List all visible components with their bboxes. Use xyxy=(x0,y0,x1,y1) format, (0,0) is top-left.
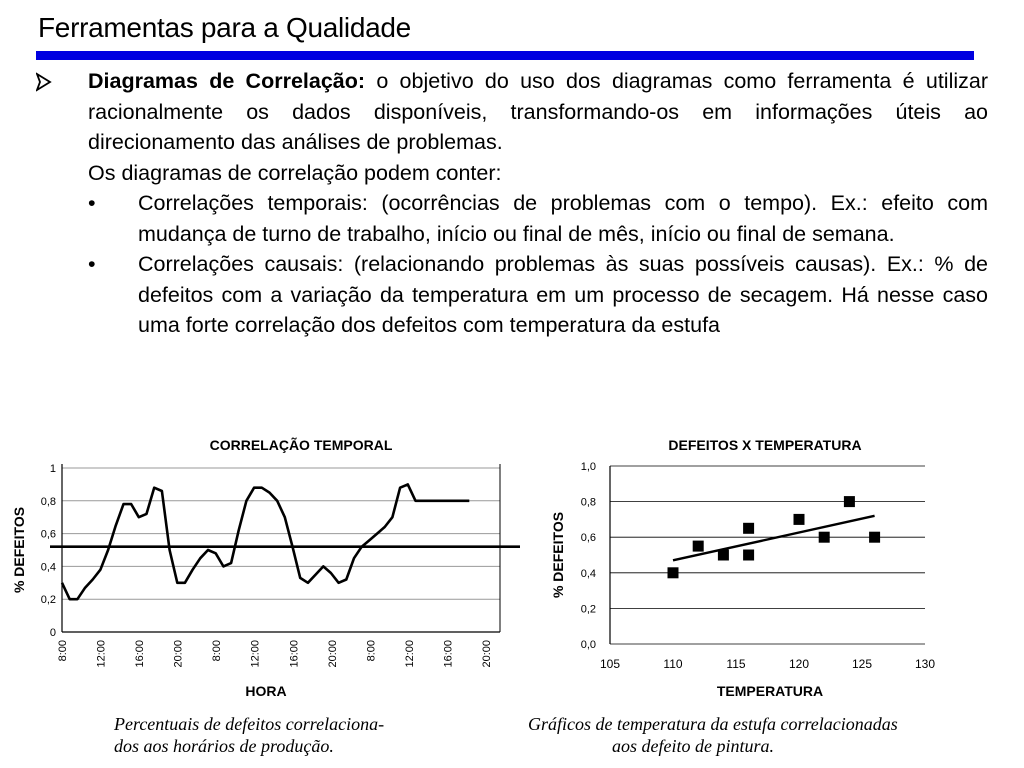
y-tick-label: 0,2 xyxy=(40,594,56,607)
y-axis-label: % DEFEITOS xyxy=(550,511,566,599)
x-tick-label: 8:00 xyxy=(57,640,69,662)
sub-bullet-text: Correlações causais: (relacionando problemas às suas possíveis causas). Ex.: % de defeitos com a variação da temperatura em um processo de secagem. Há nesse caso uma forte correlação dos defeitos com temperatura da estufa xyxy=(138,252,988,337)
y-tick-label: 0,0 xyxy=(580,639,596,651)
x-tick-label: 16:00 xyxy=(442,640,455,668)
intro-text: o objetivo do uso dos diagramas como ferramenta é utilizar racionalmente os dados disponíveis, transformando-os em informações úteis ao direcionamento das análises de problemas. xyxy=(88,69,988,154)
x-tick-label: 20:00 xyxy=(481,640,493,668)
y-tick-label: 1 xyxy=(49,463,56,475)
data-point xyxy=(869,532,880,543)
y-tick-label: 0,8 xyxy=(40,495,56,508)
right-caption-line2: aos defeito de pintura. xyxy=(612,736,774,756)
x-tick-label: 130 xyxy=(914,657,936,671)
y-tick-label: 0,8 xyxy=(580,496,596,509)
sub-intro: Os diagramas de correlação podem conter: xyxy=(88,160,502,185)
data-point xyxy=(693,541,704,552)
y-tick-label: 0 xyxy=(49,627,56,639)
bullet-dot-icon: • xyxy=(88,191,96,215)
y-tick-label: 0,6 xyxy=(580,532,596,545)
x-tick-label: 8:00 xyxy=(211,640,224,662)
x-tick-label: 20:00 xyxy=(326,640,339,668)
bullet-dot-icon: • xyxy=(88,252,96,276)
heading-text: Diagramas de Correlação: xyxy=(88,69,366,93)
chart-title: CORRELAÇÃO TEMPORAL xyxy=(209,437,393,453)
data-point xyxy=(819,532,830,543)
x-tick-label: 115 xyxy=(726,657,746,671)
x-tick-label: 20:00 xyxy=(172,640,185,668)
temporal-correlation-chart xyxy=(0,430,525,720)
data-point xyxy=(743,550,754,561)
x-tick-label: 125 xyxy=(851,657,873,671)
x-tick-label: 105 xyxy=(599,657,621,671)
x-axis-label: HORA xyxy=(245,683,287,699)
x-tick-label: 110 xyxy=(663,657,683,671)
defects-vs-temperature-chart xyxy=(540,430,940,705)
x-tick-label: 12:00 xyxy=(403,640,416,668)
data-point xyxy=(668,567,679,578)
sub-bullet-text: Correlações temporais: (ocorrências de problemas com o tempo). Ex.: efeito com mudança de turno de trabalho, início ou final de mês, início ou final de semana. xyxy=(138,191,988,246)
slide-body xyxy=(36,66,988,341)
x-tick-label: 120 xyxy=(788,657,810,671)
y-tick-label: 0,4 xyxy=(40,561,56,574)
x-tick-label: 12:00 xyxy=(249,640,262,668)
y-axis-label: % DEFEITOS xyxy=(11,506,27,594)
page-title: Ferramentas para a Qualidade xyxy=(38,12,411,43)
y-tick-label: 0,2 xyxy=(580,603,596,616)
x-axis-label: TEMPERATURA xyxy=(716,683,824,699)
data-point xyxy=(794,514,805,525)
x-tick-label: 12:00 xyxy=(95,640,108,668)
y-tick-label: 0,4 xyxy=(580,567,596,580)
main-bullet xyxy=(36,66,988,158)
sub-bullet-temporal xyxy=(36,188,988,249)
trend-line xyxy=(673,516,875,561)
main-paragraph xyxy=(88,66,988,158)
x-tick-label: 8:00 xyxy=(365,640,378,662)
right-caption-line1: Gráficos de temperatura da estufa correlacionadas xyxy=(528,714,898,734)
series-line xyxy=(62,484,469,599)
x-tick-label: 16:00 xyxy=(134,640,147,668)
left-caption-line1: Percentuais de defeitos correlaciona- xyxy=(114,714,385,734)
data-point xyxy=(844,496,855,507)
left-caption xyxy=(114,713,464,757)
title-underline xyxy=(36,51,974,60)
data-point xyxy=(718,550,729,561)
right-caption xyxy=(528,713,1018,757)
y-tick-label: 1,0 xyxy=(580,461,596,473)
x-tick-label: 16:00 xyxy=(288,640,301,668)
left-caption-line2: dos aos horários de produção. xyxy=(114,736,334,756)
chart-title: DEFEITOS X TEMPERATURA xyxy=(668,437,862,453)
data-point xyxy=(743,523,754,534)
sub-bullet-causal xyxy=(36,249,988,341)
y-tick-label: 0,6 xyxy=(40,528,56,541)
